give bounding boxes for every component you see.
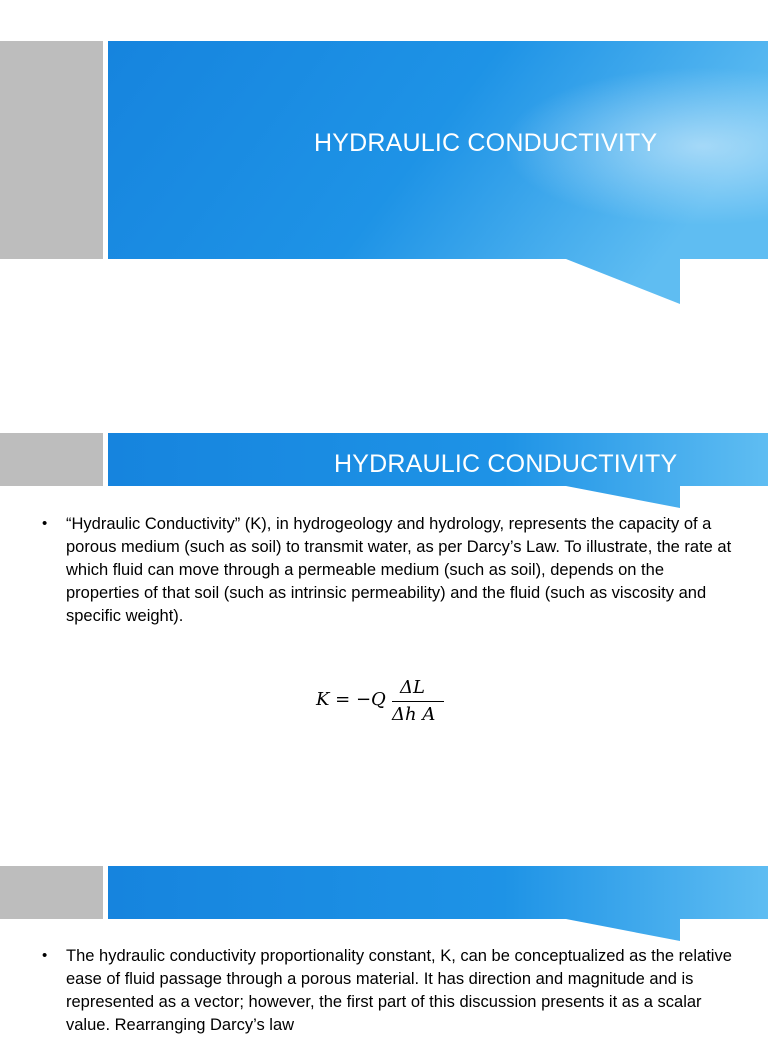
list-item	[40, 513, 740, 628]
slide-2-bullet-list	[40, 513, 740, 628]
slide-1-gray-block	[0, 41, 103, 259]
bullet-icon: •	[42, 947, 48, 964]
formula-lhs: K = −Q	[316, 689, 386, 710]
slide-2	[0, 433, 768, 843]
slide-3	[0, 866, 768, 1034]
slide-1-banner-shape	[108, 41, 768, 306]
slide-1-title: HYDRAULIC CONDUCTIVITY	[314, 129, 658, 157]
slide-3-banner	[108, 866, 768, 941]
darcy-formula	[316, 677, 476, 727]
slide-1	[0, 41, 768, 306]
slide-3-banner-shape	[108, 866, 768, 941]
slide-2-gray-block	[0, 433, 103, 486]
formula-fraction-bar	[392, 701, 444, 702]
formula-denominator: Δh A	[392, 704, 436, 725]
slide-3-gray-block	[0, 866, 103, 919]
slide-3-bullet-list	[40, 945, 740, 1037]
bullet-icon: •	[42, 515, 48, 532]
slide-2-banner	[108, 433, 768, 508]
list-item	[40, 945, 740, 1037]
bullet-text: “Hydraulic Conductivity” (K), in hydrogeology and hydrology, represents the capacity of a porous medium (such as soil) to transmit water, as per Darcy’s Law. To illustrate, the rate at which fluid can move through a permeable medium (such as soil), depends on the properties of that soil (such as intrinsic permeability) and the fluid (such as viscosity and specific weight).	[66, 515, 732, 625]
slide-2-title: HYDRAULIC CONDUCTIVITY	[334, 450, 678, 478]
bullet-text: The hydraulic conductivity proportionality constant, K, can be conceptualized as the relative ease of fluid passage through a porous material. It has direction and magnitude and is represented as a vector; however, the first part of this discussion presents it as a scalar value. Rearranging Darcy’s law	[66, 947, 732, 1034]
slide-1-banner	[108, 41, 768, 306]
formula-numerator: ΔL	[400, 677, 425, 698]
